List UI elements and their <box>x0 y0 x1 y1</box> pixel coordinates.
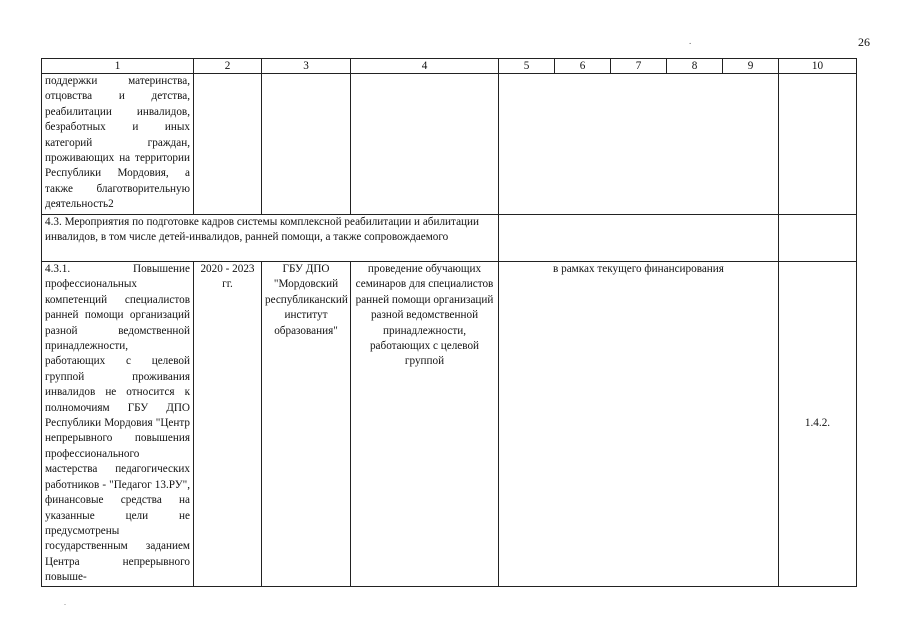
column-header: 5 <box>499 59 555 74</box>
table-row <box>42 74 857 215</box>
financing-note: в рамках текущего финансирования <box>499 262 779 587</box>
scan-mark-bottom: . <box>64 598 66 607</box>
empty-cell <box>779 74 857 215</box>
scan-mark: . <box>689 36 692 46</box>
page-number: 26 <box>858 35 870 49</box>
empty-cell <box>779 215 857 262</box>
column-header: 3 <box>262 59 351 74</box>
column-header: 1 <box>42 59 194 74</box>
empty-cell <box>499 74 779 215</box>
empty-cell <box>194 74 262 215</box>
table-row <box>42 262 857 587</box>
column-header: 9 <box>723 59 779 74</box>
column-header: 6 <box>555 59 611 74</box>
column-header: 7 <box>611 59 667 74</box>
column-header: 8 <box>667 59 723 74</box>
column-header: 2 <box>194 59 262 74</box>
expected-result: проведение обучающих семинаров для специалистов ранней помощи организаций разной ведомственной принадлежности, работающих с целевой группой <box>351 262 499 587</box>
indicator-code: 1.4.2. <box>779 262 857 587</box>
implementation-period: 2020 - 2023 гг. <box>194 262 262 587</box>
measure-description-continued: поддержки материнства, отцовства и детства, реабилитации инвалидов, безработных и иных категорий граждан, проживающих на территории Республики Мордовия, а также благотворительную деятельность2 <box>42 74 194 215</box>
section-heading: 4.3. Мероприятия по подготовке кадров системы комплексной реабилитации и абилитации инвалидов, в том числе детей-инвалидов, ранней помощи, а также сопровождаемого <box>42 215 499 262</box>
column-header: 10 <box>779 59 857 74</box>
empty-cell <box>351 74 499 215</box>
plan-table <box>41 58 857 587</box>
empty-cell <box>499 215 779 262</box>
column-header: 4 <box>351 59 499 74</box>
table-header-row <box>42 59 857 74</box>
section-row <box>42 215 857 262</box>
responsible-executor: ГБУ ДПО "Мордовский республиканский институт образования" <box>262 262 351 587</box>
measure-description: 4.3.1. Повышение профессиональных компетенций специалистов ранней помощи организаций разной ведомственной принадлежности, работающих с целевой группой проживания инвалидов не относится к полномочиям ГБУ ДПО Республики Мордовия "Центр непрерывного повышения профессионального мастерства педагогических работников - "Педагог 13.РУ", финансовые средства на указанные цели не предусмотрены государственным заданием Центра непрерывного повыше- <box>42 262 194 587</box>
empty-cell <box>262 74 351 215</box>
